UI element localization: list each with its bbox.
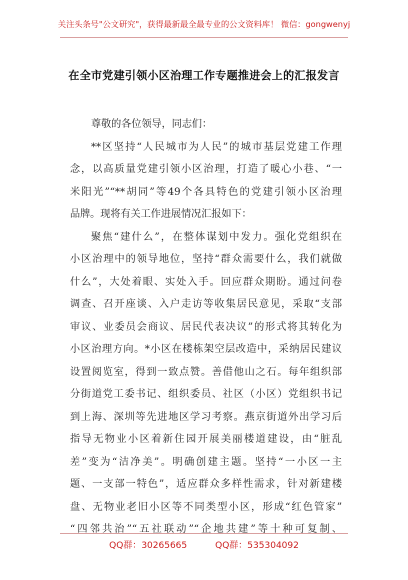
body-line: 品牌。现将有关工作进展情况汇报如下： [70, 209, 252, 220]
body-line: 调查、召开座谈、入户走访等收集居民意见，采取“支部 [70, 299, 342, 310]
body-line: 分街道党工委书记、组织委员、社区（小区）党组织书记 [70, 389, 342, 400]
body-line: **区坚持“人民城市为人民”的城市基层党建工作理 [91, 141, 342, 153]
body-line: 聚焦“建什么”，在整体谋划中发力。强化党组织在 [91, 231, 342, 243]
body-line: 题、一支部一特色”，适应群众多样性需求，针对新建楼 [70, 479, 342, 490]
body-line: 小区治理方向。*小区在楼栋架空层改造中，采纳居民建议 [70, 344, 342, 355]
body-line: 念，以高质量党建引领小区治理，打造了暖心小巷、“一 [70, 164, 342, 175]
body-line: 小区治理中的领导地位，坚持“群众需要什么，我们就做 [70, 254, 342, 265]
body-line: 差”变为“洁净美”。明确创建主题。坚持“一小区一主 [70, 456, 342, 468]
document-title: 在全市党建引领小区治理工作专题推进会上的汇报发言 [68, 69, 340, 82]
footer-qq-group-2: QQ群：535304092 [215, 541, 299, 551]
body-line: 盘、无物业老旧小区等不同类型小区，形成“红色管家” [70, 501, 342, 513]
document-body [70, 114, 342, 542]
footer-contacts [0, 538, 408, 551]
header-divider [60, 37, 348, 38]
salutation: 尊敬的各位领导，同志们： [91, 119, 213, 130]
body-line: 设置阅览室，得到一致点赞。善借他山之石。每年组织部 [70, 366, 342, 378]
body-line: 审议、业委员会商议、居民代表决议”的形式将其转化为 [70, 321, 342, 333]
body-line: 到上海、深圳等先进地区学习考察。燕京街道外出学习后 [70, 411, 342, 423]
footer-qq-group-1: QQ群：30265665 [109, 541, 188, 551]
footer-divider [60, 533, 348, 534]
body-line: 米阳光”“**胡同”等49个各具特色的党建引领小区治理 [70, 186, 342, 198]
body-line: 指导无物业小区着新住园开展美丽楼道建设，由“脏乱 [70, 434, 342, 445]
body-line: 什么”，大处着眼、实处入手。回应群众期盼。通过问卷 [70, 276, 342, 288]
body-line: “四邻共治”“五社联动”“企地共建”等十种可复制、 [70, 524, 342, 535]
header-note: 关注头条号"公文研究"，获得最新最全最专业的公文资料库！ 微信：gongwenyj [57, 19, 351, 29]
